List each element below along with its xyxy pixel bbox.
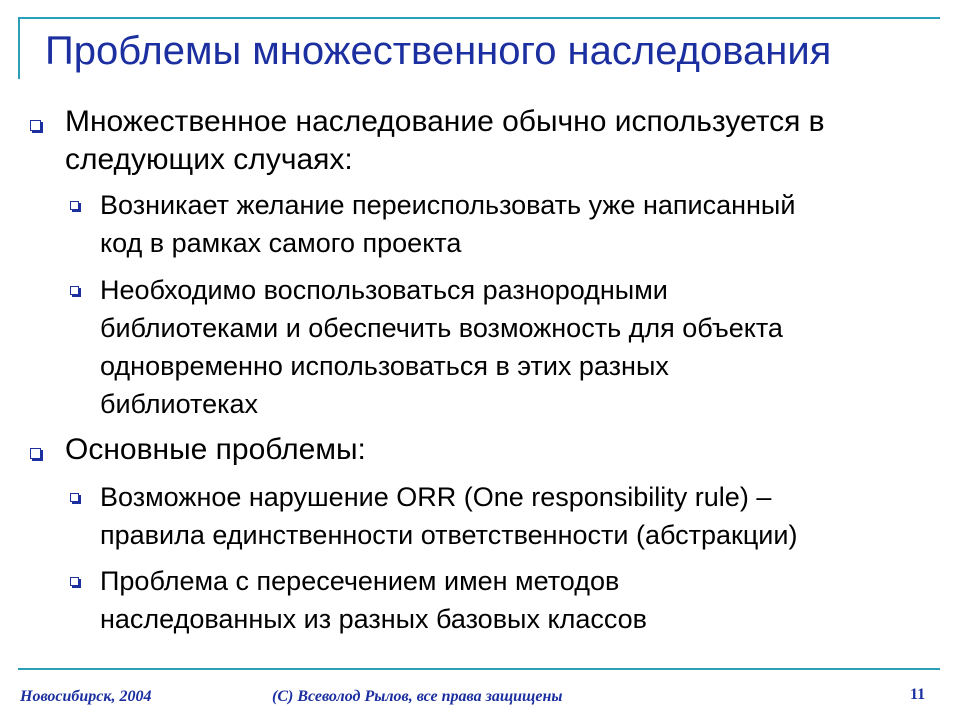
sub-bullet-square-icon xyxy=(70,577,79,586)
bullet-1-line-1: Множественное наследование обычно используется в xyxy=(65,105,825,138)
bullet-square-icon xyxy=(30,448,41,459)
sub-bullet-2-2-line-2: наследованных из разных базовых классов xyxy=(100,604,648,634)
sub-bullet-square-icon xyxy=(70,493,79,502)
slide-title: Проблемы множественного наследования xyxy=(45,29,832,73)
bullet-2-line-1: Основные проблемы: xyxy=(65,433,366,466)
sub-bullet-1-1-line-1: Возникает желание переиспользовать уже написанный xyxy=(100,190,796,220)
sub-bullet-2-1-line-2: правила единственности ответственности (абстракции) xyxy=(100,520,798,550)
page-number: 11 xyxy=(910,686,926,703)
top-rule xyxy=(18,17,940,19)
sub-bullet-1-2-line-3: одновременно использоваться в этих разных xyxy=(100,351,669,381)
sub-bullet-2-1-line-1: Возможное нарушение ORR (One responsibility rule) – xyxy=(100,482,772,512)
left-rule xyxy=(18,17,20,79)
sub-bullet-2-2-line-1: Проблема с пересечением имен методов xyxy=(100,566,620,596)
sub-bullet-square-icon xyxy=(70,201,79,210)
bullet-square-icon xyxy=(30,120,41,131)
sub-bullet-1-2-line-4: библиотеках xyxy=(100,389,259,419)
bullet-1-line-2: следующих случаях: xyxy=(65,143,353,176)
footer-location: Новосибирск, 2004 xyxy=(20,688,152,705)
sub-bullet-1-2-line-2: библиотеками и обеспечить возможность для объекта xyxy=(100,313,783,343)
sub-bullet-square-icon xyxy=(70,286,79,295)
footer-copyright: (С) Всеволод Рылов, все права защищены xyxy=(272,688,563,705)
bottom-rule xyxy=(18,668,940,670)
sub-bullet-1-1-line-2: код в рамках самого проекта xyxy=(100,228,462,258)
sub-bullet-1-2-line-1: Необходимо воспользоваться разнородными xyxy=(100,275,668,305)
